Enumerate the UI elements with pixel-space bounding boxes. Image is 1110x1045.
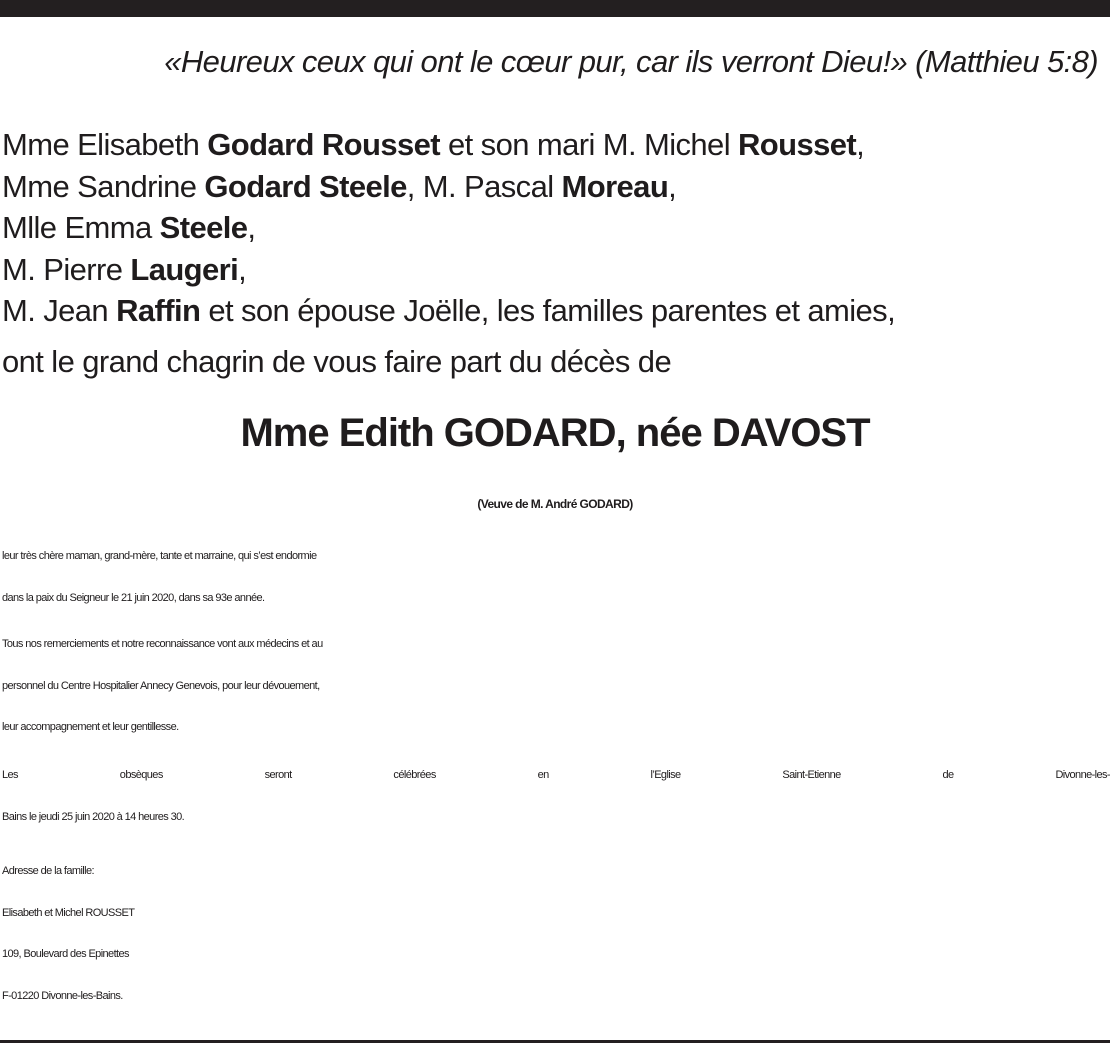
family-surname: Godard Steele xyxy=(204,168,407,204)
paragraph-line: personnel du Centre Hospitalier Annecy Genevois, pour leur dévouement, xyxy=(2,679,320,692)
family-text: et son épouse Joëlle, les familles parentes et amies, xyxy=(200,293,896,328)
family-text: , xyxy=(238,251,247,287)
family-surname: Steele xyxy=(159,210,248,245)
family-text: , xyxy=(856,127,865,162)
paragraph-line: leur accompagnement et leur gentillesse. xyxy=(2,721,179,733)
address-label: Adresse de la famille: xyxy=(2,865,94,877)
deceased-name: Mme Edith GODARD, née DAVOST xyxy=(240,411,870,455)
family-address xyxy=(2,851,1110,1017)
family-line xyxy=(2,290,895,332)
paragraph-line: Bains le jeudi 25 juin 2020 à 14 heures 30. xyxy=(2,810,185,823)
address-city: F-01220 Divonne-les-Bains. xyxy=(2,989,123,1002)
paragraph-line: Tous nos remerciements et notre reconnaissance vont aux médecins et au xyxy=(2,638,323,650)
family-surname: Raffin xyxy=(116,293,201,328)
paragraph-line: Les obsèques seront célébrées en l’Eglise Saint-Etienne de Divonne-les- xyxy=(2,769,1110,781)
family-surname: Moreau xyxy=(561,168,669,204)
family-text: Mme Sandrine xyxy=(2,168,205,204)
family-line xyxy=(2,166,895,208)
family-list xyxy=(2,124,895,332)
family-line xyxy=(2,124,895,166)
family-text: Mme Elisabeth xyxy=(2,127,208,162)
family-text: et son mari M. Michel xyxy=(440,127,739,162)
family-surname: Laugeri xyxy=(130,251,239,287)
address-names: Elisabeth et Michel ROUSSET xyxy=(2,906,135,919)
bottom-border xyxy=(0,1040,1110,1043)
family-line xyxy=(2,207,895,249)
thanks-paragraph xyxy=(2,624,1110,749)
family-text: M. Jean xyxy=(2,293,117,328)
family-line xyxy=(2,249,895,291)
address-street: 109, Boulevard des Epinettes xyxy=(2,948,129,960)
widow-note: (Veuve de M. André GODARD) xyxy=(477,497,633,511)
family-text: , xyxy=(668,168,677,204)
paragraph-line: dans la paix du Seigneur le 21 juin 2020, dans sa 93e année. xyxy=(2,591,265,604)
tribute-paragraph xyxy=(2,536,1110,619)
paragraph-line: leur très chère maman, grand-mère, tante et marraine, qui s’est endormie xyxy=(2,550,317,562)
family-surname: Godard Rousset xyxy=(207,127,440,162)
top-border xyxy=(0,0,1110,17)
family-text: Mlle Emma xyxy=(2,210,160,245)
bible-quote: «Heureux ceux qui ont le cœur pur, car ils verront Dieu!» (Matthieu 5:8) xyxy=(164,44,1098,79)
family-surname: Rousset xyxy=(738,127,857,162)
funeral-paragraph xyxy=(2,755,1110,838)
family-text: , xyxy=(247,210,256,245)
announcement-intro: ont le grand chagrin de vous faire part du décès de xyxy=(2,344,672,379)
family-text: , M. Pascal xyxy=(406,168,562,204)
family-text: M. Pierre xyxy=(2,251,131,287)
